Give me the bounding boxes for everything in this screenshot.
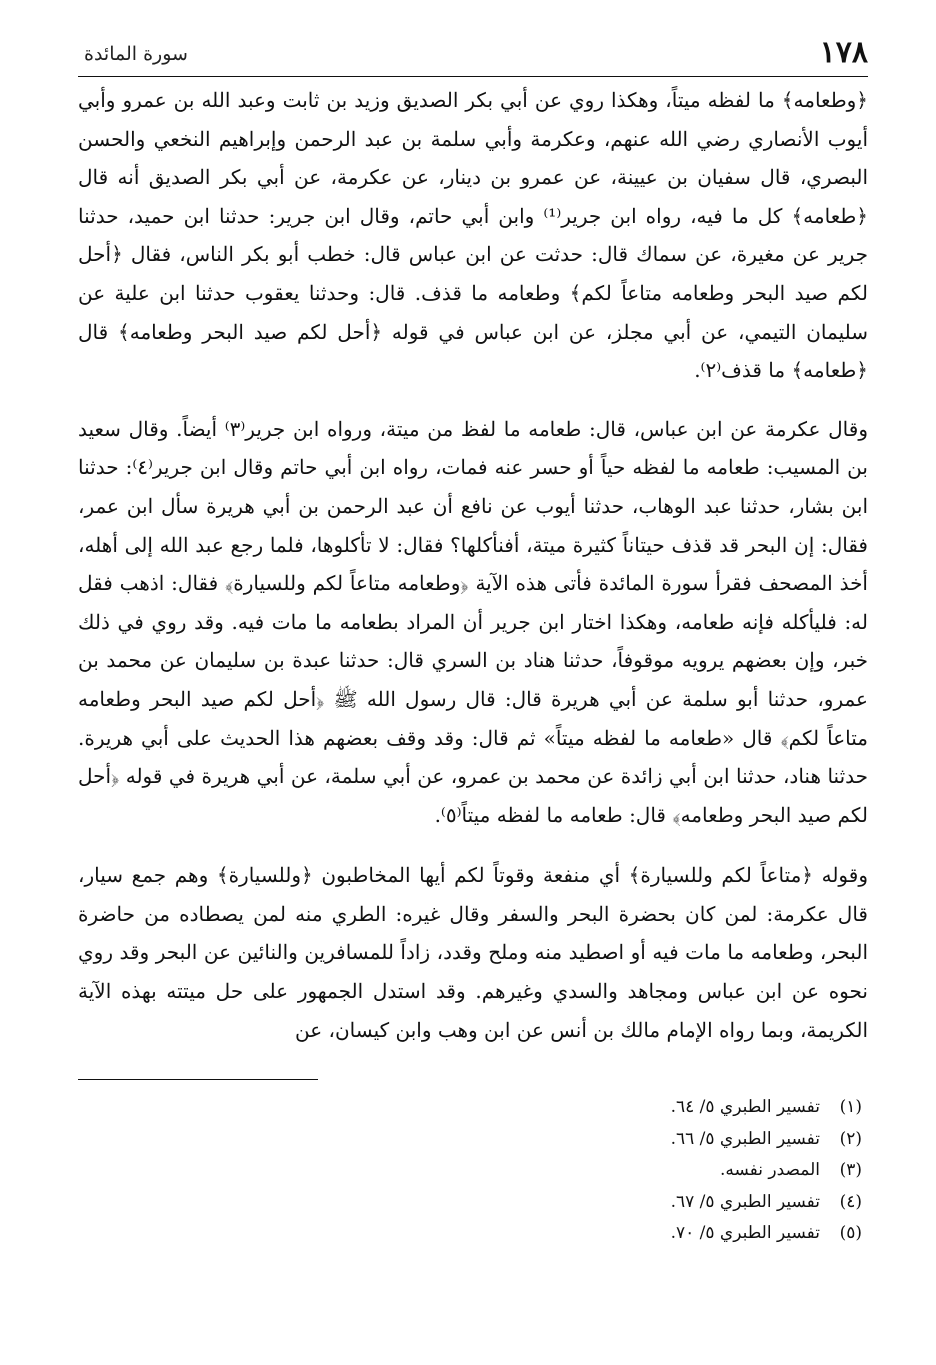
page — [78, 30, 868, 1340]
body-text — [78, 81, 868, 1049]
paragraph-3: وقوله ﴿متاعاً لكم وللسيارة﴾ أي منفعة وقوتاً لكم أيها المخاطبون ﴿وللسيارة﴾ وهم جمع سيار، قال عكرمة: لمن كان بحضرة البحر والسفر وقال غيره: الطري منه لمن يصطاده من حاضرة البحر، وطعامه ما مات فيه أو اصطيد منه وملح وقدد، زاداً للمسافرين والنائين عن البحر وقد روي نحوه عن ابن عباس ومجاهد والسدي وغيرهم. وقد استدل الجمهور على حل ميتته بهذه الآية الكريمة، وبما رواه الإمام مالك بن أنس عن ابن وهب وابن كيسان، عن — [78, 863, 868, 1042]
footnote-text: تفسير الطبري ٥/ ٦٤. — [670, 1097, 820, 1118]
paragraph-2: وقال عكرمة عن ابن عباس، قال: طعامه ما لفظ من ميتة، ورواه ابن جرير⁽٣⁾ أيضاً. وقال سعيد بن المسيب: طعامه ما لفظه حياً أو حسر عنه فمات، رواه ابن أبي حاتم وقال ابن جرير⁽٤⁾: حدثنا ابن بشار، حدثنا عبد الوهاب، حدثنا أيوب عن نافع أن عبد الرحمن بن أبي هريرة سأل ابن عمر، فقال: إن البحر قد قذف حيتاناً كثيرة ميتة، أفنأكلها؟ فقال: لا تأكلوها، فلما رجع عبد الله إلى أهله، أخذ المصحف فقرأ سورة المائدة فأتى هذه الآية ﴿وطعامه متاعاً لكم وللسيارة﴾ فقال: اذهب فقل له: فليأكله فإنه طعامه، وهكذا اختار ابن جرير أن المراد بطعامه ما مات فيه. وقد روي في ذلك خبر، وإن بعضهم يرويه موقوفاً، حدثنا هناد بن السري قال: حدثنا عبدة بن سليمان عن محمد بن عمرو، حدثنا أبو سلمة عن أبي هريرة قال: قال رسول الله ﷺ ﴿أحل لكم صيد البحر وطعامه متاعاً لكم﴾ قال «طعامه ما لفظه ميتاً» ثم قال: وقد وقف بعضهم هذا الحديث على أبي هريرة. حدثنا هناد، حدثنا ابن أبي زائدة عن محمد بن عمرو، عن أبي سلمة، عن أبي هريرة في قوله ﴿أحل لكم صيد البحر وطعامه﴾ قال: طعامه ما لفظه ميتاً⁽٥⁾. — [78, 416, 869, 827]
paragraph-1: ﴿وطعامه﴾ ما لفظه ميتاً، وهكذا روي عن أبي بكر الصديق وزيد بن ثابت وعبد الله بن عمرو وأبي أيوب الأنصاري رضي الله عنهم، وعكرمة وأبي سلمة بن عبد الرحمن وإبراهيم النخعي والحسن البصري، قال سفيان بن عيينة، عن عمرو بن دينار، عن عكرمة، عن أبي بكر الصديق أنه قال ﴿طعامه﴾ كل ما فيه، رواه ابن جرير⁽¹⁾ وابن أبي حاتم، وقال ابن جرير: حدثنا ابن حميد، حدثنا جرير عن مغيرة، عن سماك قال: حدثت عن ابن عباس قال: خطب أبو بكر الناس، فقال ﴿أحل لكم صيد البحر وطعامه متاعاً لكم﴾ وطعامه ما قذف. قال: وحدثنا يعقوب حدثنا ابن علية عن سليمان التيمي، عن أبي مجلز، عن ابن عباس في قوله ﴿أحل لكم صيد البحر وطعامه﴾ قال ﴿طعامه﴾ ما قذف⁽٢⁾. — [78, 88, 868, 383]
running-title: سورة المائدة — [84, 43, 188, 65]
footnotes-list — [78, 1092, 868, 1250]
footnote-number: (٥) — [839, 1223, 862, 1244]
page-number: ١٧٨ — [819, 35, 868, 70]
footnote-number: (٤) — [839, 1191, 862, 1212]
page-header — [78, 30, 868, 77]
footnote-number: (٢) — [839, 1128, 862, 1149]
footnote-5 — [78, 1218, 862, 1250]
footnote-number: (٣) — [839, 1160, 862, 1181]
footnote-separator — [78, 1079, 318, 1080]
footnote-3 — [78, 1155, 862, 1187]
footnote-text: المصدر نفسه. — [719, 1160, 820, 1181]
footnote-text: تفسير الطبري ٥/ ٦٦. — [670, 1128, 820, 1149]
footnote-2 — [78, 1124, 862, 1156]
footnote-text: تفسير الطبري ٥/ ٦٧. — [670, 1191, 820, 1212]
footnote-text: تفسير الطبري ٥/ ٧٠. — [670, 1223, 820, 1244]
footnote-4 — [78, 1187, 862, 1219]
footnote-number: (١) — [839, 1097, 862, 1118]
footnote-1 — [78, 1092, 862, 1124]
